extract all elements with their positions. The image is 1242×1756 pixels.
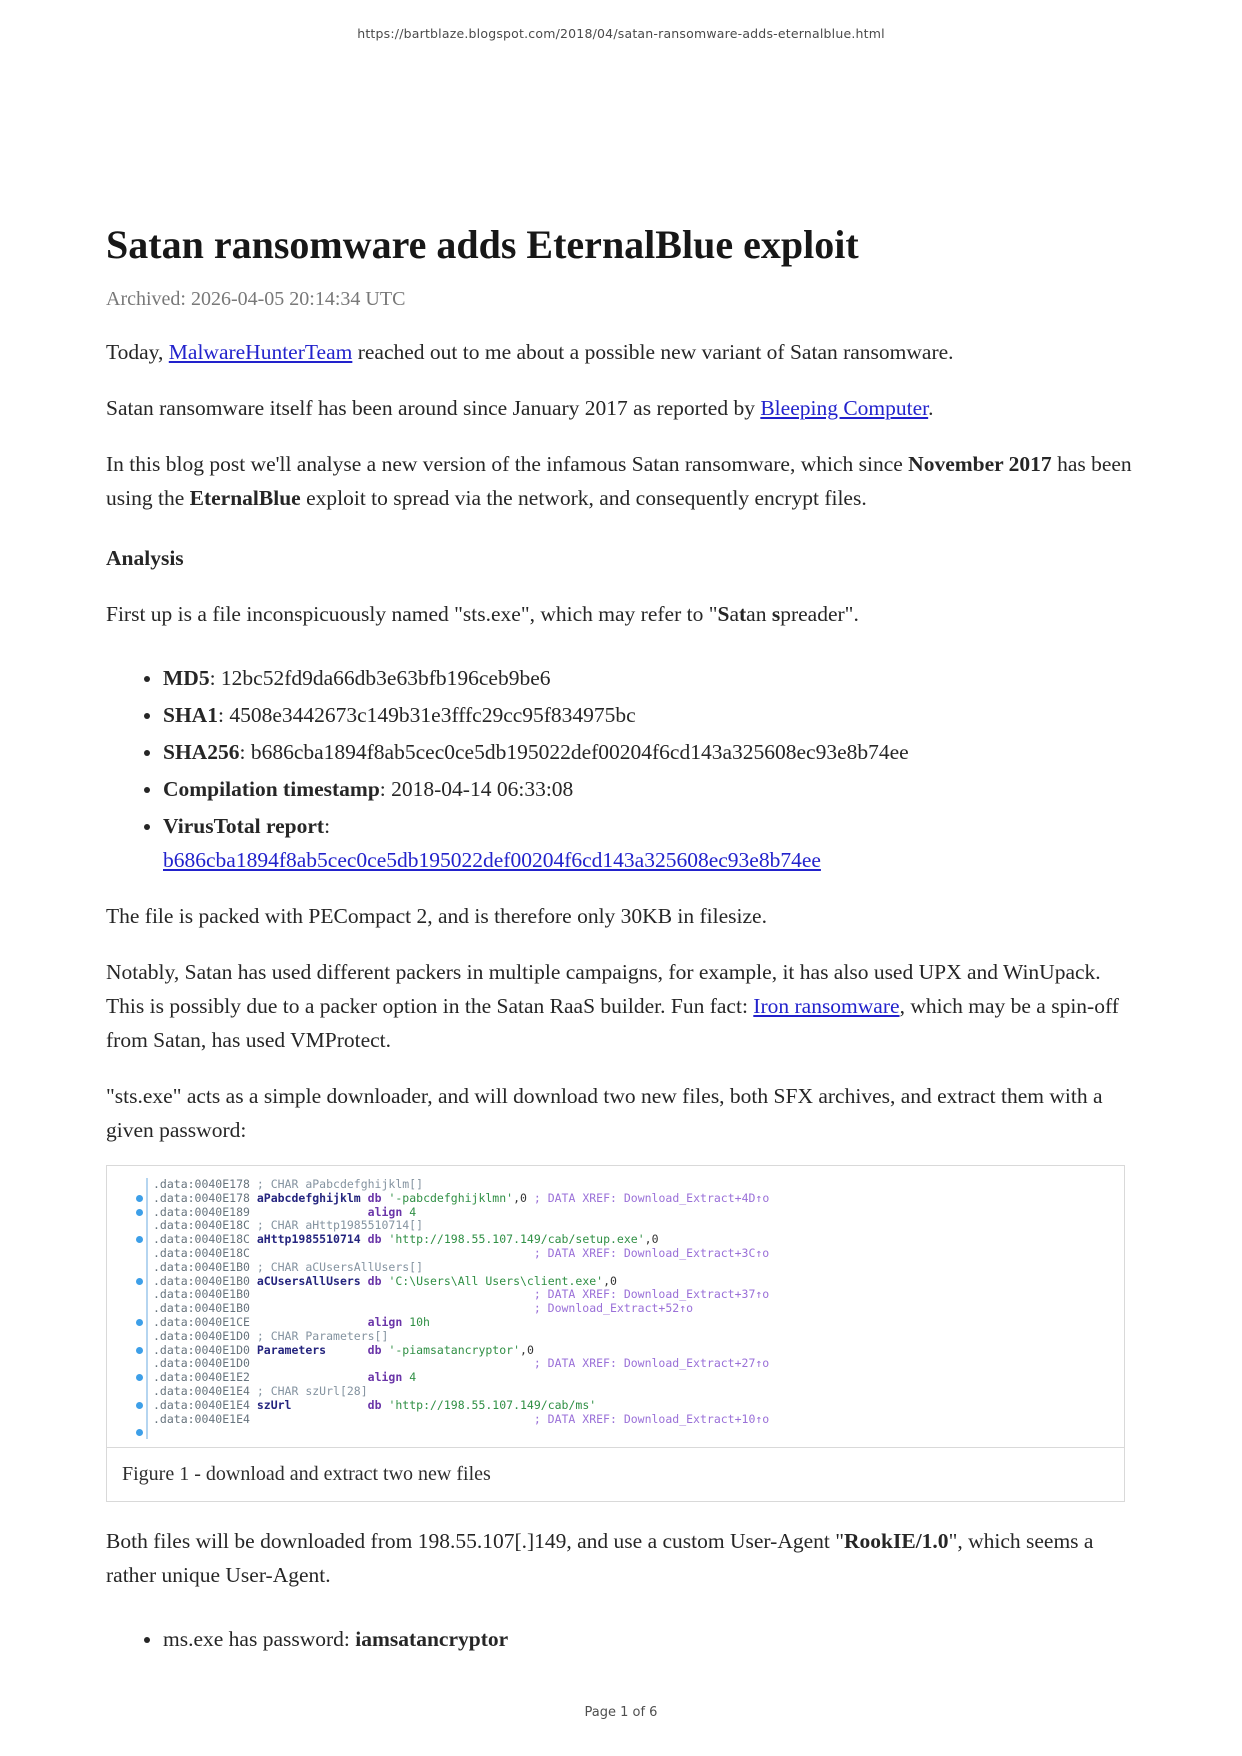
code-token-plain [257, 1315, 368, 1329]
paragraph-packers [106, 955, 1138, 1057]
code-token-plain [291, 1398, 367, 1412]
text: : 12bc52fd9da66db3e63bfb196ceb9be6 [209, 666, 551, 690]
bold-text: s [771, 602, 781, 626]
code-token-str: 'http://198.55.107.149/cab/ms' [388, 1397, 597, 1412]
text: : [324, 814, 331, 838]
code-token-plain: ,0 [513, 1190, 534, 1205]
code-token-kw: align [367, 1314, 403, 1329]
text: has been using the [106, 452, 1132, 510]
code-token-kw: align [367, 1370, 403, 1385]
code-token-plain [257, 1301, 534, 1315]
code-address: .data:0040E178 [153, 1190, 257, 1205]
text: In this blog post we'll analyse a new version of the infamous Satan ransomware, which since [106, 452, 909, 476]
code-line [131, 1261, 1124, 1275]
code-line [131, 1233, 1124, 1247]
password-list [106, 1622, 1138, 1656]
code-line [131, 1357, 1124, 1371]
code-token-kw: db [367, 1397, 382, 1412]
code-line [131, 1399, 1124, 1413]
code-token-plain [257, 1287, 534, 1301]
code-address: .data:0040E1D0 [153, 1356, 257, 1371]
paragraph-downloader [106, 1079, 1138, 1147]
bold-text: VirusTotal report [163, 814, 325, 838]
text: an [746, 602, 772, 626]
hash-list [106, 661, 1138, 877]
code-token-plain [257, 1246, 534, 1260]
code-token-plain [361, 1232, 368, 1246]
code-token-name: aPabcdefghijklm [256, 1190, 361, 1205]
text: : b686cba1894f8ab5cec0ce5db195022def00204f6cd143a325608ec93e8b74ee [239, 740, 909, 764]
code-token-name: aHttp1985510714 [256, 1232, 361, 1247]
code-line [131, 1426, 1124, 1440]
code-address: .data:0040E1E4 [153, 1411, 257, 1426]
text: . [928, 396, 934, 420]
paragraph-user-agent [106, 1524, 1138, 1592]
list-item [163, 1622, 1138, 1656]
text: a [729, 602, 739, 626]
code-line [131, 1330, 1124, 1344]
code-token-xref: ; DATA XREF: Download_Extract+27↑o [533, 1356, 770, 1371]
bold-text: November 2017 [908, 452, 1052, 476]
code-token-plain [326, 1343, 368, 1357]
code-address: .data:0040E18C [153, 1218, 257, 1233]
code-token-xref: ; DATA XREF: Download_Extract+4D↑o [533, 1190, 770, 1205]
paragraph-packed [106, 899, 1138, 933]
text: Notably, Satan has used different packers in multiple campaigns, for example, it has also used UPX and WinUpack. This is possibly due to a packer option in the Satan RaaS builder. Fun fact: [106, 960, 1101, 1018]
text: The file is packed with PECompact 2, and is therefore only 30KB in filesize. [106, 904, 767, 928]
text: ", which seems a rather unique User-Agent. [106, 1529, 1094, 1587]
code-token-str: 'C:\Users\All Users\client.exe' [388, 1273, 604, 1288]
code-line [131, 1344, 1124, 1358]
code-token-kw: db [367, 1232, 382, 1247]
text: Both files will be downloaded from 198.55.107[.]149, and use a custom User-Agent " [106, 1529, 845, 1553]
bold-text: t [739, 602, 747, 626]
code-address: .data:0040E1E4 [153, 1397, 257, 1412]
text: reached out to me about a possible new variant of Satan ransomware. [352, 340, 954, 364]
code-token-name: szUrl [256, 1397, 292, 1412]
paragraph-history [106, 391, 1138, 425]
code-token-num: 4 [409, 1370, 417, 1385]
code-token-plain: ,0 [644, 1232, 659, 1247]
code-token-plain [257, 1370, 368, 1384]
inline-link[interactable]: Iron ransomware [753, 994, 900, 1018]
text: "sts.exe" acts as a simple downloader, and will download two new files, both SFX archives, and extract them with a given password: [106, 1084, 1103, 1142]
code-line [131, 1385, 1124, 1399]
archived-timestamp: Archived: 2026-04-05 20:14:34 UTC [106, 288, 406, 310]
code-token-xref: ; Download_Extract+52↑o [533, 1301, 694, 1316]
code-line [131, 1316, 1124, 1330]
paragraph-intro [106, 335, 1138, 369]
bold-text: RookIE/1.0 [844, 1529, 949, 1553]
code-address: .data:0040E1E2 [153, 1370, 257, 1385]
paragraph-overview [106, 447, 1138, 515]
code-token-num: 4 [409, 1204, 417, 1219]
code-address: .data:0040E18C [153, 1232, 257, 1247]
bold-text: SHA1 [163, 703, 218, 727]
list-item [163, 661, 1138, 695]
code-token-name: Parameters [256, 1342, 327, 1357]
text: , which may be a spin-off from Satan, has used VMProtect. [106, 994, 1119, 1052]
text: First up is a file inconspicuously named "sts.exe", which may refer to " [106, 602, 718, 626]
code-token-num: 10h [409, 1314, 430, 1329]
code-token-kw: db [367, 1273, 382, 1288]
article-body [106, 221, 1138, 1656]
bold-text: MD5 [163, 666, 210, 690]
code-line [131, 1302, 1124, 1316]
code-line [131, 1192, 1124, 1206]
text: : 2018-04-14 06:33:08 [379, 777, 574, 801]
list-item [163, 772, 1138, 806]
paragraph-first-up [106, 597, 1138, 631]
code-line [131, 1219, 1124, 1233]
code-token-kw: db [367, 1190, 382, 1205]
ida-disassembly-screenshot [107, 1166, 1124, 1447]
virustotal-link-line [163, 843, 1138, 877]
bold-text: SHA256 [163, 740, 240, 764]
code-line [131, 1275, 1124, 1289]
inline-link[interactable]: b686cba1894f8ab5cec0ce5db195022def00204f6cd143a325608ec93e8b74ee [163, 848, 821, 872]
code-address: .data:0040E1CE [153, 1314, 257, 1329]
code-address: .data:0040E1B0 [153, 1301, 257, 1316]
code-token-cmt: ; CHAR Parameters[] [256, 1328, 389, 1343]
code-token-plain [257, 1205, 368, 1219]
list-item [163, 698, 1138, 732]
text: exploit to spread via the network, and consequently encrypt files. [300, 486, 867, 510]
code-token-plain [257, 1412, 534, 1426]
code-token-plain [257, 1356, 534, 1370]
list-item [163, 735, 1138, 769]
code-token-cmt: ; CHAR szUrl[28] [256, 1383, 368, 1398]
code-token-cmt: ; CHAR aPabcdefghijklm[] [256, 1177, 424, 1191]
bold-text: EternalBlue [189, 486, 301, 510]
code-address: .data:0040E1D0 [153, 1342, 257, 1357]
code-address: .data:0040E1B0 [153, 1273, 257, 1288]
bold-text: S [717, 602, 730, 626]
code-line [131, 1178, 1124, 1192]
archive-url-header: https://bartblaze.blogspot.com/2018/04/satan-ransomware-adds-eternalblue.html [357, 26, 885, 41]
code-token-xref: ; DATA XREF: Download_Extract+3C↑o [533, 1245, 770, 1260]
text: Satan ransomware itself has been around since January 2017 as reported by [106, 396, 761, 420]
inline-link[interactable]: MalwareHunterTeam [168, 340, 353, 364]
code-address: .data:0040E1D0 [153, 1328, 257, 1343]
code-address: .data:0040E18C [153, 1245, 257, 1260]
code-token-str: 'http://198.55.107.149/cab/setup.exe' [388, 1232, 645, 1247]
code-line [131, 1371, 1124, 1385]
code-line [131, 1413, 1124, 1427]
code-token-xref: ; DATA XREF: Download_Extract+37↑o [533, 1287, 770, 1302]
code-line [131, 1206, 1124, 1220]
figure-1 [106, 1165, 1125, 1502]
figure-caption: Figure 1 - download and extract two new files [107, 1447, 1124, 1501]
code-token-kw: db [367, 1342, 382, 1357]
code-token-plain [361, 1191, 368, 1205]
bold-text: iamsatancryptor [355, 1627, 509, 1651]
text: Today, [106, 340, 169, 364]
code-token-name: aCUsersAllUsers [256, 1273, 361, 1288]
page-title: Satan ransomware adds EternalBlue exploit [106, 222, 859, 267]
code-token-cmt: ; CHAR aHttp1985510714[] [256, 1218, 424, 1233]
code-address: .data:0040E178 [153, 1177, 257, 1191]
page-number: Page 1 of 6 [584, 1705, 658, 1720]
code-address: .data:0040E189 [153, 1204, 257, 1219]
code-address: .data:0040E1B0 [153, 1259, 257, 1274]
code-token-plain [361, 1274, 368, 1288]
code-token-xref: ; DATA XREF: Download_Extract+10↑o [533, 1411, 770, 1426]
text: ms.exe has password: [163, 1627, 356, 1651]
list-item [163, 809, 1138, 877]
code-token-kw: align [367, 1204, 403, 1219]
code-token-str: '-pabcdefghijklmn' [388, 1190, 514, 1205]
code-address: .data:0040E1B0 [153, 1287, 257, 1302]
text: : 4508e3442673c149b31e3fffc29cc95f834975bc [217, 703, 636, 727]
code-token-cmt: ; CHAR aCUsersAllUsers[] [256, 1259, 424, 1274]
text: preader". [780, 602, 859, 626]
analysis-heading: Analysis [106, 546, 184, 570]
bold-text: Compilation timestamp [163, 777, 380, 801]
inline-link[interactable]: Bleeping Computer [760, 396, 929, 420]
code-token-plain: ,0 [520, 1342, 534, 1357]
code-address: .data:0040E1E4 [153, 1383, 257, 1398]
code-token-plain: ,0 [603, 1273, 617, 1288]
code-token-str: '-piamsatancryptor' [388, 1342, 521, 1357]
code-line [131, 1247, 1124, 1261]
code-line [131, 1288, 1124, 1302]
